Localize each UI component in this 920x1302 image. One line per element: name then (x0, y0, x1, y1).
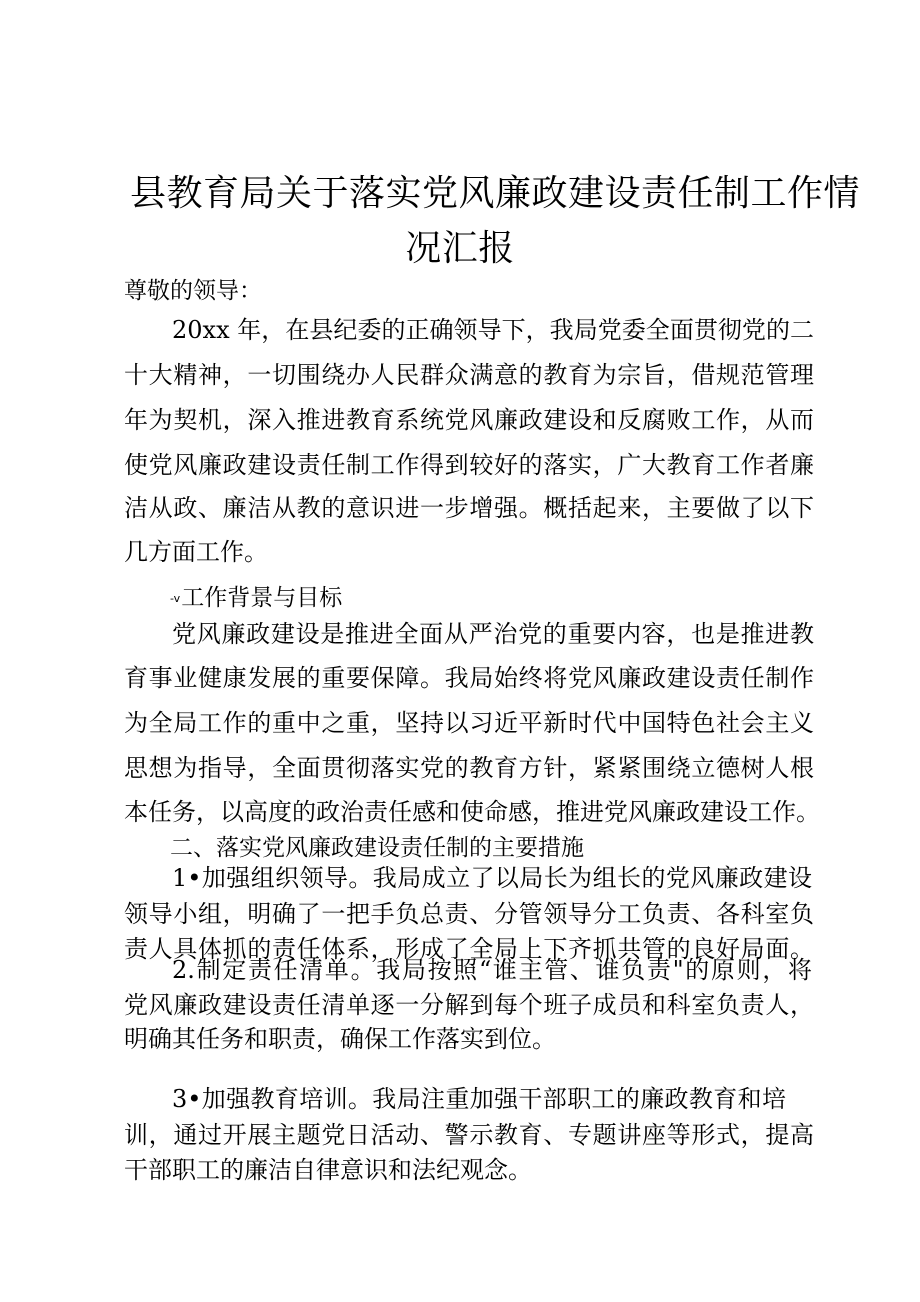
paragraph-line: 2.制定责任清单。我局按照“谁主管、谁负责"的原则，将 (172, 956, 812, 984)
heading-marker: -v (170, 592, 181, 605)
paragraph-line: 为全局工作的重中之重，坚持以习近平新时代中国特色社会主义 (124, 709, 814, 737)
paragraph-line: 使党风廉政建设责任制工作得到较好的落实，广大教育工作者廉 (124, 451, 814, 479)
paragraph-line: 1•加强组织领导。我局成立了以局长为组长的党风廉政建设 (172, 864, 812, 892)
paragraph-line: 十大精神，一切围绕办人民群众满意的教育为宗旨，借规范管理 (124, 361, 814, 389)
paragraph-line: 训，通过开展主题党日活动、警示教育、专题讲座等形式，提高 (124, 1121, 814, 1149)
paragraph-line: 思想为指导，全面贯彻落实党的教育方针，紧紧围绕立德树人根 (124, 754, 814, 782)
paragraph-line: 本任务，以高度的政治责任感和使命感，推进党风廉政建设工作。 (124, 798, 820, 826)
paragraph-line: 年为契机，深入推进教育系统党风廉政建设和反腐败工作，从而 (124, 406, 814, 434)
paragraph-line: 洁从政、廉洁从教的意识进一步增强。概括起来，主要做了以下 (124, 494, 814, 522)
paragraph-line: 3•加强教育培训。我局注重加强干部职工的廉政教育和培 (172, 1085, 786, 1113)
paragraph-line: 责人具体抓的责任体系，形成了全局上下齐抓共管的良好局面。 (124, 935, 814, 963)
paragraph-line: 几方面工作。 (124, 538, 268, 566)
paragraph-line: 领导小组，明确了一把手负总责、分管领导分工负责、各科室负 (124, 900, 814, 928)
section-heading-background (170, 579, 342, 612)
heading-text: 工作背景与目标 (181, 585, 343, 611)
paragraph-line: 党风廉政建设责任清单逐一分解到每个班子成员和科室负责人， (124, 991, 814, 1019)
document-title-line-1: 县教育局关于落实党风廉政建设责任制工作情 (130, 173, 861, 214)
paragraph-line: 党风廉政建设是推进全面从严治党的重要内容，也是推进教 (172, 620, 814, 648)
paragraph-line: 干部职工的廉洁自律意识和法纪观念。 (124, 1156, 532, 1184)
paragraph-line: 明确其任务和职责，确保工作落实到位。 (124, 1025, 556, 1053)
section-heading-measures: 二、落实党风廉政建设责任制的主要措施 (170, 835, 584, 861)
document-title-line-2: 况汇报 (405, 228, 515, 269)
paragraph-line: 20xx 年，在县纪委的正确领导下，我局党委全面贯彻党的二 (172, 316, 814, 344)
salutation: 尊敬的领导： (124, 278, 262, 304)
paragraph-line: 育事业健康发展的重要保障。我局始终将党风廉政建设责任制作 (124, 664, 814, 692)
